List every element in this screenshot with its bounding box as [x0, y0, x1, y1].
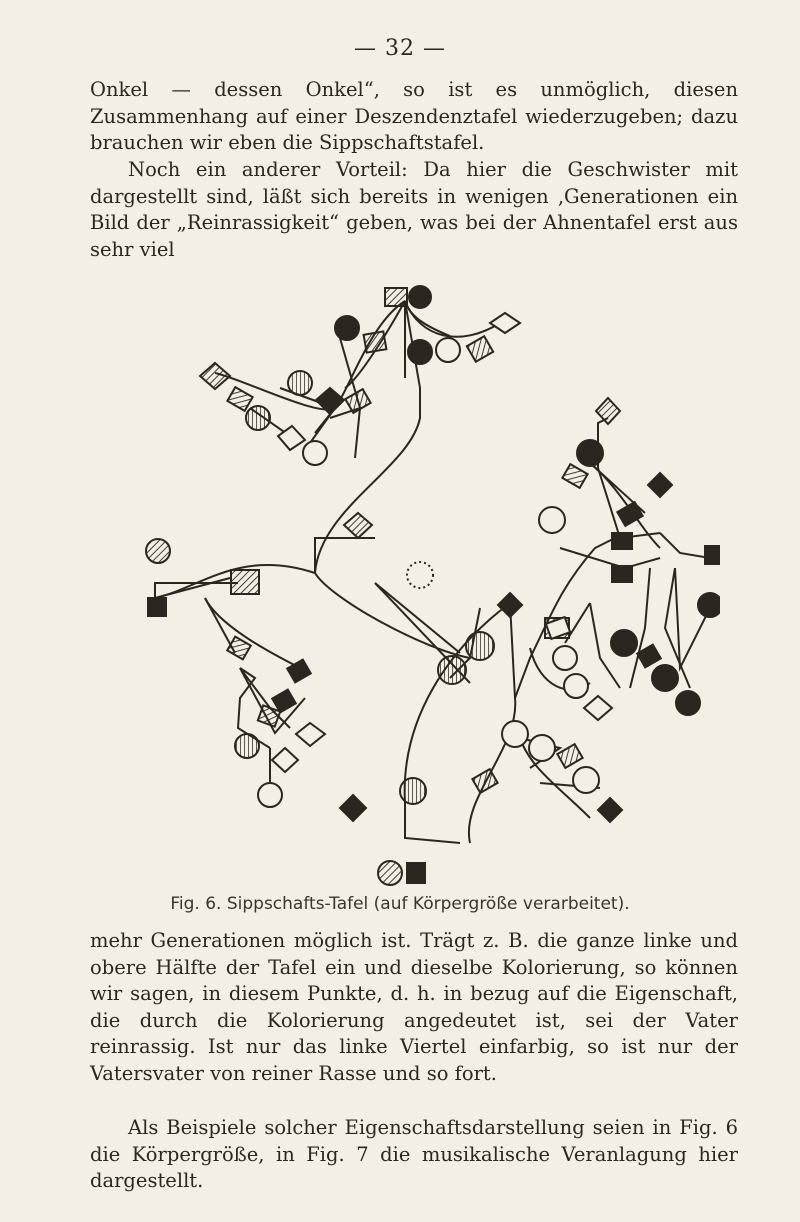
symbol-circle-vhatched-6 — [400, 778, 426, 804]
symbol-circle-empty — [436, 338, 460, 362]
symbol-diamond-hatched-2 — [344, 513, 372, 538]
symbol-circle-dark — [409, 286, 431, 308]
symbol-diamond-dark-2 — [498, 593, 522, 617]
symbol-diamond-empty-5 — [584, 696, 612, 720]
symbol-square-hatched-10 — [562, 464, 587, 488]
symbol-circle-empty-3 — [258, 783, 282, 807]
symbol-circle-hatched-left — [146, 539, 170, 563]
symbol-square-hatched-4 — [227, 387, 252, 411]
symbol-circle-empty-4 — [539, 507, 565, 533]
symbol-circle-empty-5 — [553, 646, 577, 670]
symbol-square-dark-6 — [705, 546, 720, 564]
paragraph-4: Als Beispiele solcher Eigenschaftsdarstellung seien in Fig. 6 die Körpergröße, in Fig. 7 die musikalische Veranlagung hier dargestellt. — [90, 1116, 738, 1192]
symbol-circle-empty-6 — [564, 674, 588, 698]
symbol-square-hatched-12 — [472, 769, 497, 793]
symbol-square-dark — [148, 598, 166, 616]
symbol-diamond-hatched-3 — [596, 398, 620, 424]
symbol-circle-dark-2 — [335, 316, 359, 340]
symbol-diamond-empty-4 — [272, 748, 298, 772]
symbol-diamond-dark-5 — [340, 795, 366, 821]
symbol-square-dark-5 — [612, 533, 632, 549]
symbol-circle-empty-8 — [529, 735, 555, 761]
symbol-circle-empty-9 — [573, 767, 599, 793]
symbol-circle-vhatched-2 — [246, 406, 270, 430]
symbol-circle-dark-4 — [611, 630, 637, 656]
symbol-circle-dark-5 — [577, 440, 603, 466]
sippschafts-tafel-figure — [120, 268, 720, 888]
symbol-diamond-dark-4 — [598, 798, 622, 822]
symbol-circle-dotted — [407, 562, 433, 588]
symbol-circle-dark-7 — [652, 665, 678, 691]
symbol-square-hatched — [385, 288, 407, 306]
pedigree-symbols — [146, 286, 720, 885]
page-number: — 32 — — [354, 36, 446, 61]
symbol-circle-vhatched-3 — [235, 734, 259, 758]
symbol-circle-empty-2 — [303, 441, 327, 465]
symbol-circle-dark-3 — [408, 340, 432, 364]
symbol-diamond-empty — [490, 313, 520, 333]
symbol-circle-dark-8 — [676, 691, 700, 715]
paragraph-1: Onkel — dessen Onkel“, so ist es unmöglich, diesen Zusammenhang auf einer Deszendenztafel wiederzugeben; dazu brauchen wir eben die Sippschaftstafel. — [90, 78, 738, 154]
symbol-circle-vhatched-4 — [466, 632, 494, 660]
paragraph-2: Noch ein anderer Vorteil: Da hier die Geschwister mit dargestellt sind, läßt sich bereits in wenigen ‚Generationen ein Bild der „Reinrassigkeit“ geben, was bei der Ahnentafel erst aus sehr viel — [90, 158, 738, 261]
symbol-square-dark-bottom — [407, 863, 425, 883]
symbol-diamond-empty-3 — [296, 723, 325, 746]
symbol-circle-empty-7 — [502, 721, 528, 747]
symbol-circle-hatched-bottom — [378, 861, 402, 885]
symbol-square-hatched-7 — [227, 637, 251, 660]
symbol-diamond-dark-3 — [648, 473, 672, 497]
symbol-circle-dark-6 — [698, 593, 720, 617]
symbol-diamond-hatched — [200, 363, 230, 389]
figure-caption: Fig. 6. Sippschafts-Tafel (auf Körpergröße verarbeitet). — [170, 894, 630, 914]
paragraph-3: mehr Generationen möglich ist. Trägt z. B. die ganze linke und obere Hälfte der Tafel ein und dieselbe Kolorierung, so können wir sagen, in diesem Punkte, d. h. in bezug auf die Eigenschaft, die durch die Kolorierung angedeutet ist, sei der Vater reinrassig. Ist nur das linke Viertel einfarbig, so ist nur der Vatersvater von reiner Rasse und so fort. — [90, 929, 738, 1085]
symbol-square-hatched-3 — [467, 336, 493, 362]
symbol-square-hatched-6 — [231, 570, 259, 594]
symbol-circle-vhatched — [288, 371, 312, 395]
symbol-circle-vhatched-5 — [438, 656, 466, 684]
symbol-square-hatched-5 — [345, 389, 370, 413]
symbol-diamond-dark — [316, 388, 344, 414]
symbol-square-hatched-2 — [364, 331, 387, 352]
symbol-square-dark-7 — [612, 566, 632, 582]
